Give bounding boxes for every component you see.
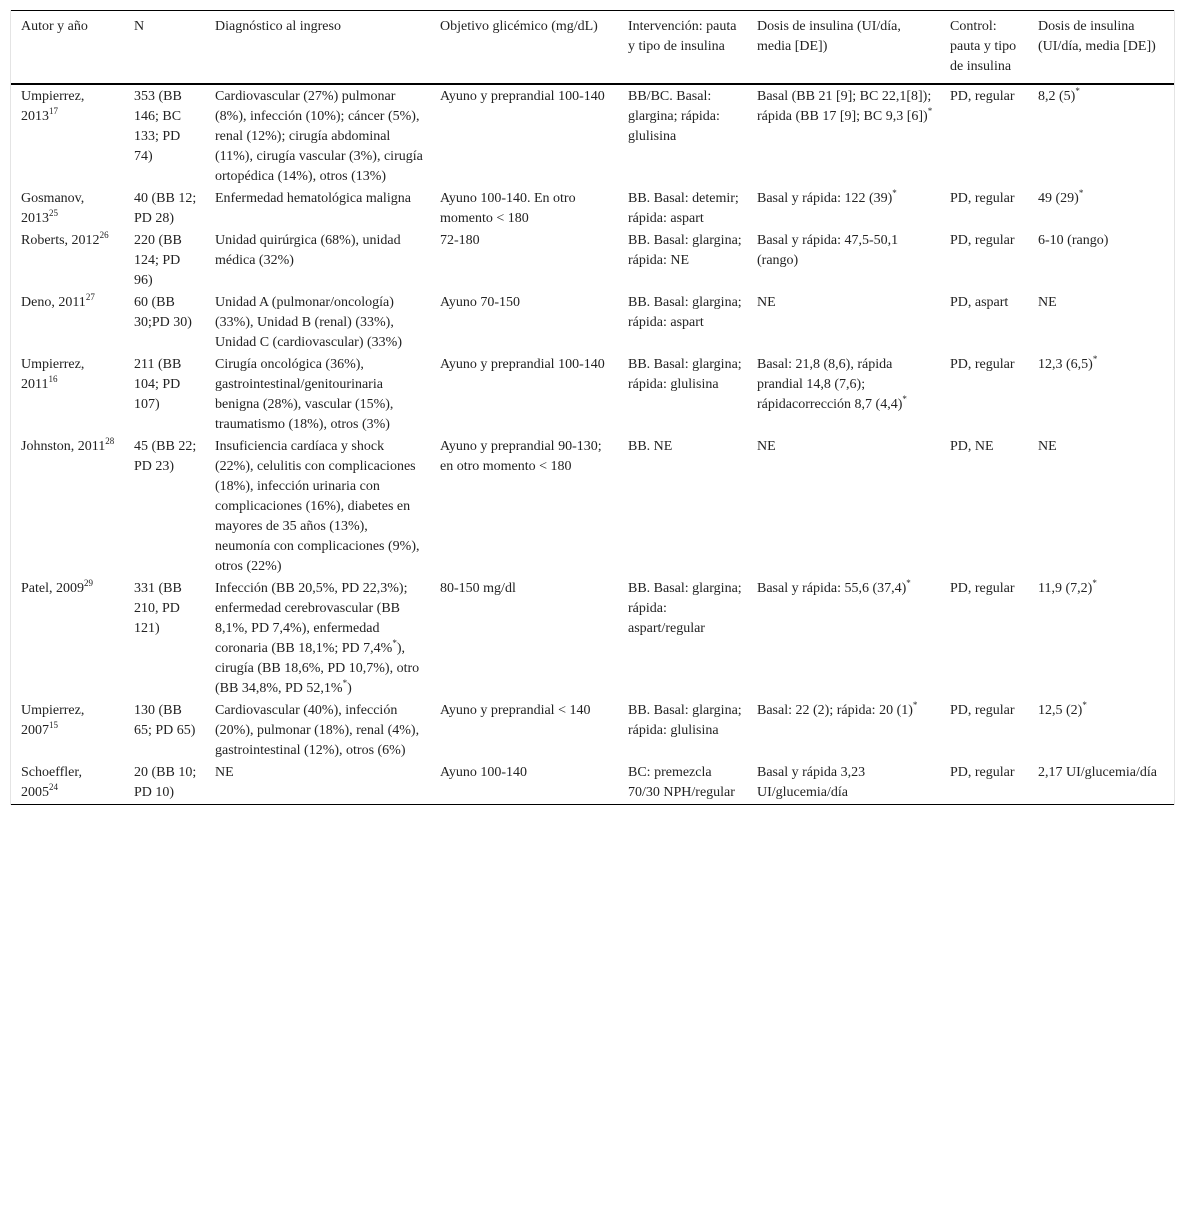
reference-number: 24 <box>49 782 58 792</box>
header-n: N <box>134 19 145 34</box>
cell-glycemic-target: Ayuno 100-140. En otro momento < 180 <box>440 191 576 226</box>
header-diagnosis: Diagnóstico al ingreso <box>215 19 341 34</box>
cell-control-dose <box>1028 230 1174 292</box>
cell-control-dose <box>1028 84 1174 188</box>
cell-text: NE <box>1038 295 1057 310</box>
cell-control-dose <box>1028 188 1174 230</box>
significance-marker: * <box>342 678 348 688</box>
cell-text: ), cirugía (BB 18,6%, PD 10,7%), otro (BB 34,8%, PD 52,1% <box>215 641 420 696</box>
cell-intervention-dose <box>747 188 940 230</box>
cell-author-year <box>11 230 124 292</box>
cell-author-year <box>11 354 124 436</box>
cell-intervention-dose <box>747 436 940 578</box>
cell-diagnosis <box>205 188 430 230</box>
cell-text: Basal: 22 (2); rápida: 20 (1) <box>757 703 913 718</box>
cell-text: NE <box>757 439 776 454</box>
significance-marker: * <box>1078 188 1084 198</box>
cell-text: Unidad A (pulmonar/oncología) (33%), Unidad B (renal) (33%), Unidad C (cardiovascular) (33%) <box>215 295 402 350</box>
cell-n: 130 (BB 65; PD 65) <box>134 703 196 738</box>
cell-intervention: BB. Basal: glargina; rápida: aspart <box>628 295 742 330</box>
author-year-text: Gosmanov, 2013 <box>21 191 85 226</box>
cell-glycemic-target: Ayuno 70-150 <box>440 295 520 310</box>
cell-text: Cirugía oncológica (36%), gastrointestinal/genitourinaria benigna (28%), vascular (15%), traumatismo (18%), otros (3%) <box>215 357 394 432</box>
significance-marker: * <box>902 394 907 404</box>
reference-number: 27 <box>85 292 95 302</box>
cell-control: PD, regular <box>950 233 1015 248</box>
cell-control-dose <box>1028 700 1174 762</box>
cell-intervention: BB. Basal: glargina; rápida: glulisina <box>628 357 742 392</box>
table-row <box>11 762 1174 805</box>
cell-n: 331 (BB 210, PD 121) <box>134 581 182 636</box>
cell-text: Enfermedad hematológica maligna <box>215 191 411 206</box>
cell-author-year <box>11 292 124 354</box>
cell-intervention: BB. Basal: detemir; rápida: aspart <box>628 191 739 226</box>
table-row <box>11 230 1174 292</box>
cell-intervention: BB. Basal: glargina; rápida: NE <box>628 233 742 268</box>
author-year-text: Umpierrez, 2013 <box>21 89 85 124</box>
reference-number: 26 <box>99 230 109 240</box>
cell-diagnosis <box>205 84 430 188</box>
significance-marker: * <box>1092 578 1097 588</box>
document-page <box>10 10 1175 805</box>
cell-control: PD, NE <box>950 439 994 454</box>
significance-marker: * <box>906 578 911 588</box>
author-year-text: Schoeffler, 2005 <box>21 765 82 800</box>
author-year-text: Deno, 2011 <box>21 295 86 310</box>
header-row <box>11 11 1174 85</box>
cell-intervention-dose <box>747 230 940 292</box>
cell-control: PD, regular <box>950 191 1015 206</box>
cell-intervention: BB. Basal: glargina; rápida: aspart/regular <box>628 581 742 636</box>
cell-text: ) <box>347 681 352 696</box>
cell-diagnosis <box>205 700 430 762</box>
cell-text: 12,5 (2) <box>1038 703 1083 718</box>
header-control: Control: pauta y tipo de insulina <box>950 19 1017 74</box>
header-control-dose: Dosis de insulina (UI/día, media [DE]) <box>1038 19 1156 54</box>
reference-number: 15 <box>49 720 58 730</box>
cell-diagnosis <box>205 436 430 578</box>
cell-diagnosis <box>205 578 430 700</box>
cell-glycemic-target: Ayuno y preprandial 100-140 <box>440 357 605 372</box>
header-author-year: Autor y año <box>21 19 88 34</box>
cell-author-year <box>11 578 124 700</box>
cell-intervention-dose <box>747 292 940 354</box>
author-year-text: Johnston, 2011 <box>21 439 106 454</box>
author-year-text: Umpierrez, 2007 <box>21 703 85 738</box>
significance-marker: * <box>392 638 397 648</box>
cell-glycemic-target: Ayuno 100-140 <box>440 765 527 780</box>
author-year-text: Umpierrez, 2011 <box>21 357 85 392</box>
cell-n: 211 (BB 104; PD 107) <box>134 357 182 412</box>
cell-diagnosis <box>205 292 430 354</box>
cell-control: PD, regular <box>950 765 1015 780</box>
cell-n: 220 (BB 124; PD 96) <box>134 233 182 288</box>
author-year-text: Roberts, 2012 <box>21 233 100 248</box>
cell-text: NE <box>757 295 776 310</box>
cell-control-dose <box>1028 436 1174 578</box>
cell-control-dose <box>1028 292 1174 354</box>
cell-text: Cardiovascular (27%) pulmonar (8%), infección (10%); cáncer (5%), renal (12%); cirugía abdominal (11%), cirugía vascular (3%), cirugía ortopédica (14%), otros (13%) <box>215 89 423 184</box>
cell-text: Basal y rápida 3,23 UI/glucemia/día <box>757 765 866 800</box>
cell-control-dose <box>1028 762 1174 805</box>
cell-glycemic-target: Ayuno y preprandial < 140 <box>440 703 591 718</box>
cell-text: Infección (BB 20,5%, PD 22,3%); enfermedad cerebrovascular (BB 8,1%, PD 7,4%), enfermedad coronaria (BB 18,1%; PD 7,4% <box>215 581 408 656</box>
reference-number: 16 <box>48 374 58 384</box>
cell-text: 6-10 (rango) <box>1038 233 1109 248</box>
cell-author-year <box>11 188 124 230</box>
cell-control: PD, aspart <box>950 295 1009 310</box>
cell-control: PD, regular <box>950 89 1015 104</box>
author-year-text: Patel, 2009 <box>21 581 84 596</box>
cell-intervention: BB. Basal: glargina; rápida: glulisina <box>628 703 742 738</box>
cell-control-dose <box>1028 578 1174 700</box>
cell-control: PD, regular <box>950 581 1015 596</box>
cell-control: PD, regular <box>950 357 1015 372</box>
cell-text: Basal y rápida: 55,6 (37,4) <box>757 581 907 596</box>
cell-glycemic-target: 72-180 <box>440 233 480 248</box>
cell-intervention-dose <box>747 354 940 436</box>
cell-text: NE <box>215 765 234 780</box>
cell-intervention-dose <box>747 84 940 188</box>
cell-author-year <box>11 762 124 805</box>
cell-intervention-dose <box>747 578 940 700</box>
header-intervention-dose: Dosis de insulina (UI/día, media [DE]) <box>757 19 901 54</box>
cell-intervention: BB. NE <box>628 439 673 454</box>
table-row <box>11 292 1174 354</box>
reference-number: 28 <box>105 436 115 446</box>
cell-text: Basal (BB 21 [9]; BC 22,1[8]); rápida (BB 17 [9]; BC 9,3 [6]) <box>757 89 932 124</box>
cell-glycemic-target: Ayuno y preprandial 90-130; en otro momento < 180 <box>440 439 602 474</box>
cell-diagnosis <box>205 354 430 436</box>
cell-glycemic-target: Ayuno y preprandial 100-140 <box>440 89 605 104</box>
cell-text: 49 (29) <box>1038 191 1079 206</box>
header-intervention: Intervención: pauta y tipo de insulina <box>628 19 737 54</box>
significance-marker: * <box>1092 354 1098 364</box>
cell-text: Insuficiencia cardíaca y shock (22%), celulitis con complicaciones (18%), infección urinaria con complicaciones (16%), diabetes en mayores de 35 años (13%), neumonía con complicaciones (9%), otros (22%) <box>215 439 420 574</box>
cell-text: 12,3 (6,5) <box>1038 357 1093 372</box>
cell-n: 45 (BB 22; PD 23) <box>134 439 197 474</box>
cell-control: PD, regular <box>950 703 1015 718</box>
table-row <box>11 436 1174 578</box>
header-glycemic-target: Objetivo glicémico (mg/dL) <box>440 19 598 34</box>
cell-author-year <box>11 436 124 578</box>
cell-intervention: BC: premezcla 70/30 NPH/regular <box>628 765 735 800</box>
table-row <box>11 188 1174 230</box>
cell-diagnosis <box>205 762 430 805</box>
cell-author-year <box>11 84 124 188</box>
cell-n: 60 (BB 30;PD 30) <box>134 295 192 330</box>
cell-n: 20 (BB 10; PD 10) <box>134 765 197 800</box>
cell-text: Unidad quirúrgica (68%), unidad médica (32%) <box>215 233 401 268</box>
cell-author-year <box>11 700 124 762</box>
significance-marker: * <box>892 188 897 198</box>
cell-glycemic-target: 80-150 mg/dl <box>440 581 516 596</box>
table-body <box>11 84 1174 805</box>
cell-text: 8,2 (5) <box>1038 89 1076 104</box>
cell-text: 11,9 (7,2) <box>1038 581 1093 596</box>
cell-intervention-dose <box>747 700 940 762</box>
significance-marker: * <box>1075 86 1080 96</box>
cell-text: 2,17 UI/glucemia/día <box>1038 765 1157 780</box>
cell-text: Basal: 21,8 (8,6), rápida prandial 14,8 (7,6); rápidacorrección 8,7 (4,4) <box>757 357 903 412</box>
reference-number: 29 <box>84 578 93 588</box>
cell-diagnosis <box>205 230 430 292</box>
table-row <box>11 578 1174 700</box>
cell-text: Basal y rápida: 122 (39) <box>757 191 893 206</box>
significance-marker: * <box>1082 700 1087 710</box>
table-row <box>11 354 1174 436</box>
cell-intervention-dose <box>747 762 940 805</box>
table-header <box>11 11 1174 85</box>
table-row <box>11 700 1174 762</box>
studies-table <box>11 10 1174 805</box>
cell-text: NE <box>1038 439 1057 454</box>
cell-control-dose <box>1028 354 1174 436</box>
significance-marker: * <box>927 106 933 116</box>
cell-intervention: BB/BC. Basal: glargina; rápida: glulisina <box>628 89 720 144</box>
reference-number: 17 <box>49 106 58 116</box>
cell-n: 40 (BB 12; PD 28) <box>134 191 197 226</box>
reference-number: 25 <box>49 208 58 218</box>
cell-text: Cardiovascular (40%), infección (20%), pulmonar (18%), renal (4%), gastrointestinal (12%), otros (6%) <box>215 703 420 758</box>
cell-n: 353 (BB 146; BC 133; PD 74) <box>134 89 182 164</box>
table-row <box>11 84 1174 188</box>
cell-text: Basal y rápida: 47,5-50,1 (rango) <box>757 233 899 268</box>
significance-marker: * <box>912 700 918 710</box>
